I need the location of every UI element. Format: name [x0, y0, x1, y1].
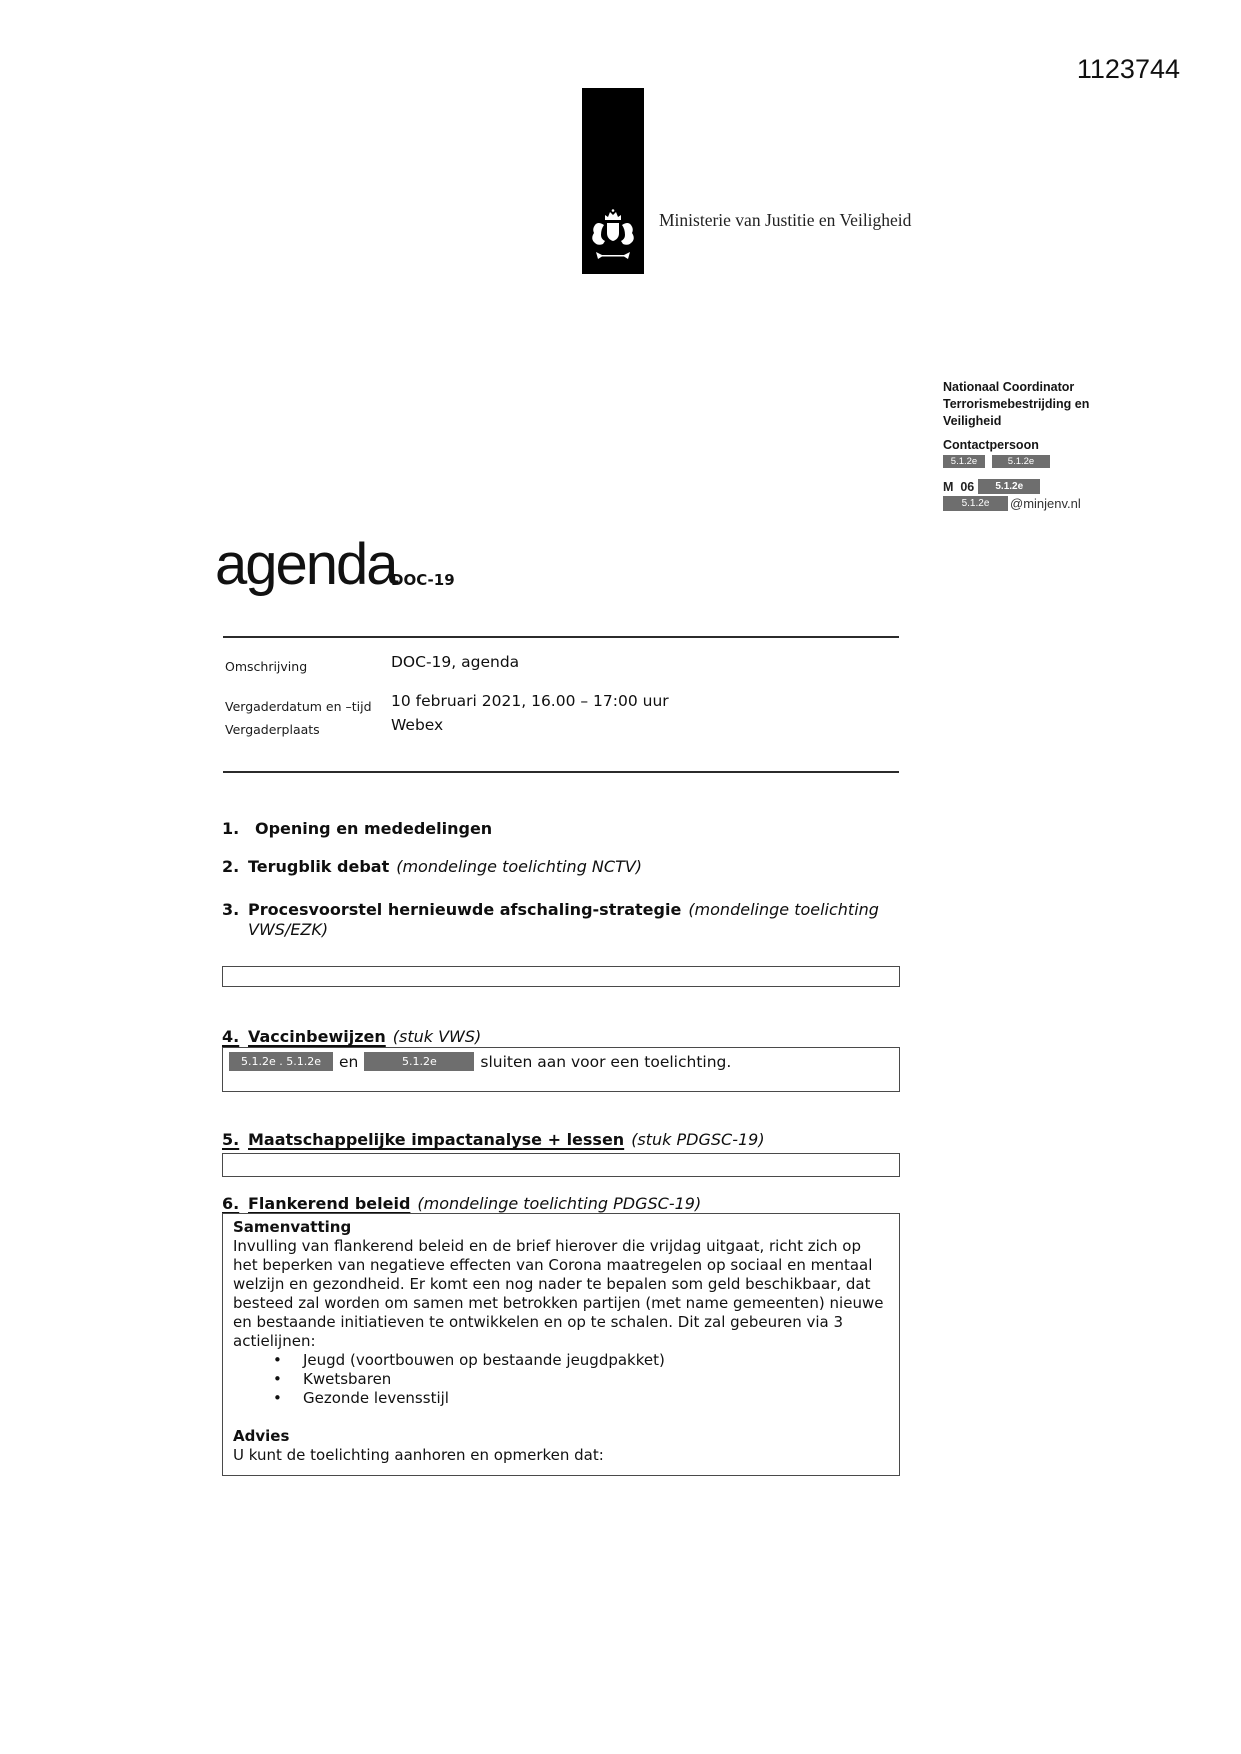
contact-block — [943, 379, 1213, 511]
redaction-box: 5.1.2e — [943, 455, 985, 468]
divider — [223, 636, 899, 638]
connector-word: en — [339, 1052, 359, 1071]
agenda-item-2 — [222, 857, 912, 877]
item-number: 6. — [222, 1194, 240, 1213]
item-note: (mondelinge toelichting PDGSC-19) — [417, 1194, 702, 1213]
document-number: 1123744 — [1076, 54, 1180, 84]
list-item: • Kwetsbaren — [233, 1370, 889, 1389]
divider — [223, 771, 899, 773]
item-title: Flankerend beleid — [248, 1194, 411, 1213]
list-item: • Jeugd (voortbouwen op bestaande jeugdpakket) — [233, 1351, 889, 1370]
redacted-sentence — [229, 1052, 893, 1071]
item-number: 1. — [222, 819, 240, 838]
item-6-content-box — [222, 1213, 900, 1476]
empty-response-box — [222, 1153, 900, 1177]
agenda-item-6 — [222, 1194, 912, 1214]
meta-label: Omschrijving — [225, 659, 308, 674]
page-title: agenda — [215, 532, 397, 597]
org-name-line: Veiligheid — [943, 414, 1002, 428]
advice-heading: Advies — [233, 1427, 290, 1445]
redaction-box: 5.1.2e — [943, 496, 1008, 511]
spacer — [233, 1408, 889, 1427]
document-reference: DOC-19 — [391, 571, 455, 589]
item-number: 2. — [222, 857, 240, 876]
item-note: (stuk VWS) — [392, 1027, 482, 1046]
org-name-line: Nationaal Coordinator — [943, 380, 1075, 394]
summary-paragraph: Invulling van flankerend beleid en de brief hierover die vrijdag uitgaat, richt zich op het beperken van negatieve effecten van Corona maatregelen op sociaal en mentaal welzijn en gezondheid. Er komt een nog nader te bepalen som geld beschikbaar, dat besteed zal worden om samen met betrokken partijen (met name gemeenten) nieuwe en bestaande initiatieven te ontwikkelen en op te schalen. Dit zal gebeuren via 3 actielijnen: — [233, 1237, 884, 1350]
ministry-logo-bar — [582, 88, 644, 274]
summary-heading: Samenvatting — [233, 1218, 352, 1236]
item-title: Terugblik debat — [248, 857, 390, 876]
meta-label: Vergaderplaats — [225, 722, 320, 737]
list-item: • Gezonde levensstijl — [233, 1389, 889, 1408]
item-4-content-box — [222, 1047, 900, 1092]
item-number: 3. — [222, 900, 240, 919]
item-title: Vaccinbewijzen — [248, 1027, 386, 1046]
item-title: Procesvoorstel hernieuwde afschaling-strategie — [248, 900, 682, 919]
meta-label: Vergaderdatum en –tijd — [225, 699, 372, 714]
action-lines-list — [233, 1351, 889, 1408]
item-title: Opening en mededelingen — [255, 819, 493, 838]
contact-person-label: Contactpersoon — [943, 438, 1039, 452]
contact-name-redactions — [943, 455, 1213, 468]
meta-value: DOC-19, agenda — [391, 653, 520, 671]
empty-response-box — [222, 966, 900, 987]
redaction-box: 5.1.2e . 5.1.2e — [229, 1052, 333, 1071]
redaction-box: 5.1.2e — [992, 455, 1050, 468]
advice-text: U kunt de toelichting aanhoren en opmerken dat: — [233, 1446, 604, 1464]
email-domain: @minjenv.nl — [1010, 496, 1081, 511]
redaction-box: 5.1.2e — [364, 1052, 474, 1071]
sentence-text: sluiten aan voor een toelichting. — [480, 1052, 732, 1071]
item-number: 4. — [222, 1027, 240, 1046]
item-number: 5. — [222, 1130, 240, 1149]
item-note: (stuk PDGSC-19) — [631, 1130, 765, 1149]
coat-of-arms-icon — [590, 208, 636, 266]
meta-value: 10 februari 2021, 16.00 – 17:00 uur — [391, 692, 669, 710]
meta-value: Webex — [391, 716, 444, 734]
email-row — [943, 496, 1213, 511]
item-title: Maatschappelijke impactanalyse + lessen — [248, 1130, 625, 1149]
phone-row — [943, 479, 1213, 494]
agenda-item-4 — [222, 1027, 912, 1047]
item-note: (mondelinge toelichting VWS/EZK) — [248, 900, 879, 939]
item-note: (mondelinge toelichting NCTV) — [396, 857, 643, 876]
agenda-item-3 — [222, 900, 912, 940]
redaction-box: 5.1.2e — [978, 479, 1040, 494]
agenda-item-1 — [222, 819, 912, 839]
agenda-item-5 — [222, 1130, 912, 1150]
phone-prefix: M 06 — [943, 479, 975, 494]
ministry-name: Ministerie van Justitie en Veiligheid — [659, 210, 912, 230]
org-name-line: Terrorismebestrijding en — [943, 397, 1090, 411]
